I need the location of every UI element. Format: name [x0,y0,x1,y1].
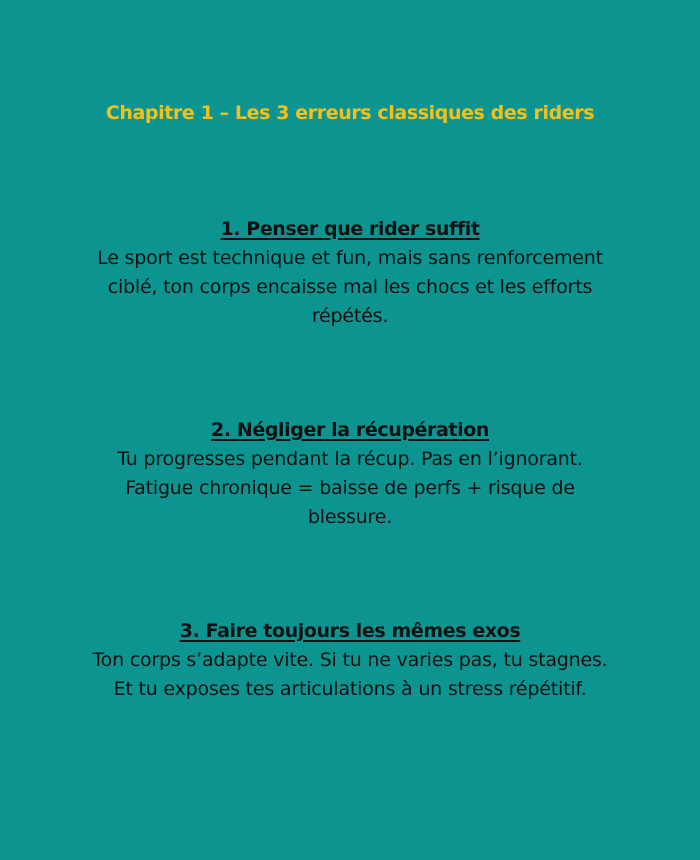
section-1 [90,215,610,331]
section-2 [90,416,610,532]
section-body: Tu progresses pendant la récup. Pas en l’ignorant. Fatigue chronique = baisse de perfs + risque de blessure. [117,448,583,528]
section-heading: 2. Négliger la récupération [211,419,489,441]
section-heading: 3. Faire toujours les mêmes exos [179,620,521,642]
page-title: Chapitre 1 – Les 3 erreurs classiques des riders [105,102,595,124]
section-3 [90,617,610,704]
section-heading: 1. Penser que rider suffit [220,218,480,240]
section-body: Le sport est technique et fun, mais sans renforcement ciblé, ton corps encaisse mal les chocs et les efforts répétés. [97,247,603,327]
section-body: Ton corps s’adapte vite. Si tu ne varies pas, tu stagnes. Et tu exposes tes articulations à un stress répétitif. [92,649,608,700]
